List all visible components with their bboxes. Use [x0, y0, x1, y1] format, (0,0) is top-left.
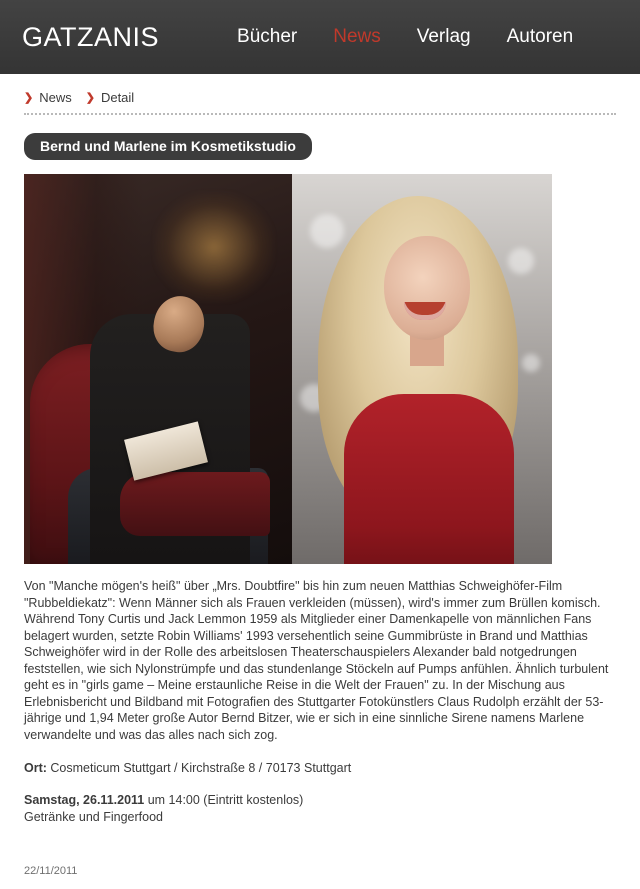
bokeh-decor-4 — [508, 248, 534, 274]
bokeh-decor-5 — [522, 354, 540, 372]
location-label: Ort: — [24, 761, 47, 776]
article-date — [24, 792, 616, 826]
article-image-left-panel — [24, 174, 292, 564]
article-location — [24, 760, 616, 777]
date-label: Samstag, 26.11.2011 — [24, 793, 145, 808]
title-row — [0, 115, 640, 160]
breadcrumb-wrapper — [0, 74, 640, 113]
chevron-right-icon: ❯ — [24, 92, 34, 104]
article-image-right-panel — [292, 174, 552, 564]
site-header — [0, 0, 640, 74]
location-value: Cosmeticum Stuttgart / Kirchstraße 8 / 70173 Stuttgart — [50, 761, 352, 776]
breadcrumb-item-detail: Detail — [100, 90, 135, 105]
site-logo[interactable]: GATZANIS — [22, 21, 160, 52]
page-title: Bernd und Marlene im Kosmetikstudio — [24, 133, 312, 160]
published-date: 22/11/2011 — [24, 865, 78, 877]
woman-face-decor — [384, 236, 470, 340]
chevron-right-icon-2: ❯ — [85, 92, 95, 104]
breadcrumb-item-news[interactable]: News — [39, 90, 72, 105]
bokeh-decor-1 — [310, 214, 344, 248]
nav-item-news[interactable]: News — [333, 26, 381, 47]
nav-item-buecher[interactable]: Bücher — [237, 26, 298, 47]
date-extra: Getränke und Fingerfood — [24, 810, 163, 825]
nav-item-autoren[interactable]: Autoren — [506, 26, 574, 47]
article-image — [24, 174, 552, 564]
nav-item-verlag[interactable]: Verlag — [416, 26, 471, 47]
article-content — [0, 564, 640, 826]
breadcrumb — [24, 90, 616, 113]
lamp-glow-decor — [154, 192, 274, 302]
main-navigation — [237, 26, 573, 48]
armchair-arm-decor — [120, 472, 270, 536]
date-value: um 14:00 (Eintritt kostenlos) — [147, 793, 304, 808]
woman-dress-decor — [344, 394, 514, 564]
article-paragraph: Von "Manche mögen's heiß" über „Mrs. Doubtfire" bis hin zum neuen Matthias Schweighöfer-Film "Rubbeldiekatz": Wenn Männer sich als Frauen verkleiden (müssen), wird's immer zum Brüllen komisch. Während Tony Curtis und Jack Lemmon 1959 als Mitglieder einer Damenkapelle von männlichen Fans belagert wurden, setzte Robin Williams' 1993 versehentlich seine Gummibrüste in Brand und Matthias Schweighöfer wird in der Rolle des arbeitslosen Theaterschauspielers Alexander bald notgedrungen feststellen, wie sich Nylonstrümpfe und das stundenlange Stöckeln auf Pumps anfühlen. Ähnlich turbulent geht es in "girls game – Meine erstaunliche Reise in die Welt der Frauen" zu. In der Mischung aus Erlebnisbericht und Bildband mit Fotografien des Stuttgarter Fotokünstlers Claus Rudolph erzählt der 53-jährige und 1,94 Meter große Autor Bernd Bitzer, wie er sich in eine sinnliche Sirene namens Marlene verwandelte und was das alles nach sich zog. — [24, 579, 609, 742]
